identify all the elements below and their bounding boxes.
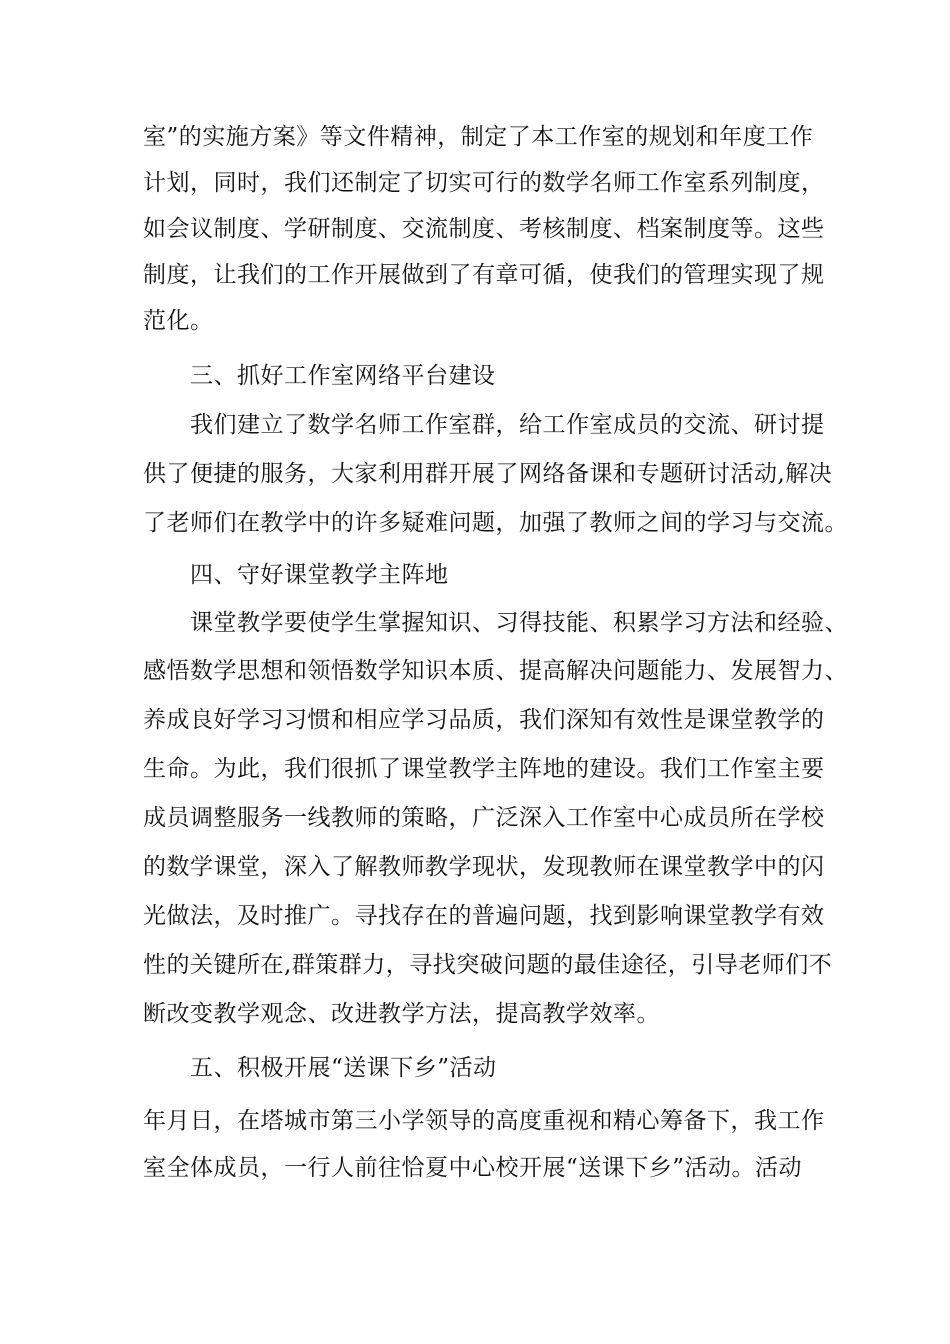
- body-text-line: 如会议制度、学研制度、交流制度、考核制度、档案制度等。这些: [143, 216, 825, 242]
- body-text-line: 计划，同时，我们还制定了切实可行的数学名师工作室系列制度，: [143, 170, 825, 196]
- paragraph-first-line: 课堂教学要使学生掌握知识、习得技能、积累学习方法和经验、: [190, 610, 848, 636]
- paragraph-first-line: 我们建立了数学名师工作室群，给工作室成员的交流、研讨提: [190, 412, 825, 438]
- body-text-line: 成员调整服务一线教师的策略，广泛深入工作室中心成员所在学校: [143, 805, 825, 831]
- body-text-line: 生命。为此，我们很抓了课堂教学主阵地的建设。我们工作室主要: [143, 756, 825, 782]
- body-text-line: 室全体成员，一行人前往恰夏中心校开展“送课下乡”活动。活动: [143, 1155, 803, 1181]
- body-text-line: 室”的实施方案》等文件精神，制定了本工作室的规划和年度工作: [143, 124, 814, 150]
- section-heading: 三、抓好工作室网络平台建设: [190, 363, 496, 389]
- body-text-line: 年月日，在塔城市第三小学领导的高度重视和精心筹备下，我工作: [143, 1108, 825, 1134]
- body-text-line: 制度，让我们的工作开展做到了有章可循，使我们的管理实现了规: [143, 262, 825, 288]
- body-text-line: 断改变教学观念、改进教学方法，提高教学效率。: [143, 1001, 660, 1027]
- body-text-line: 感悟数学思想和领悟数学知识本质、提高解决问题能力、发展智力、: [143, 658, 848, 684]
- section-heading: 五、积极开展“送课下乡”活动: [190, 1055, 497, 1081]
- body-text-line: 养成良好学习习惯和相应学习品质，我们深知有效性是课堂教学的: [143, 707, 825, 733]
- section-heading: 四、守好课堂教学主阵地: [190, 562, 449, 588]
- body-text-line: 供了便捷的服务，大家利用群开展了网络备课和专题研讨活动,解决: [143, 461, 833, 487]
- body-text-line: 了老师们在教学中的许多疑难问题，加强了教师之间的学习与交流。: [143, 510, 848, 536]
- body-text-line: 光做法，及时推广。寻找存在的普遍问题，找到影响课堂教学有效: [143, 903, 825, 929]
- body-text-line: 范化。: [143, 308, 214, 334]
- body-text-line: 性的关键所在,群策群力，寻找突破问题的最佳途径，引导老师们不: [143, 952, 833, 978]
- body-text-line: 的数学课堂，深入了解教师教学现状，发现教师在课堂教学中的闪: [143, 854, 825, 880]
